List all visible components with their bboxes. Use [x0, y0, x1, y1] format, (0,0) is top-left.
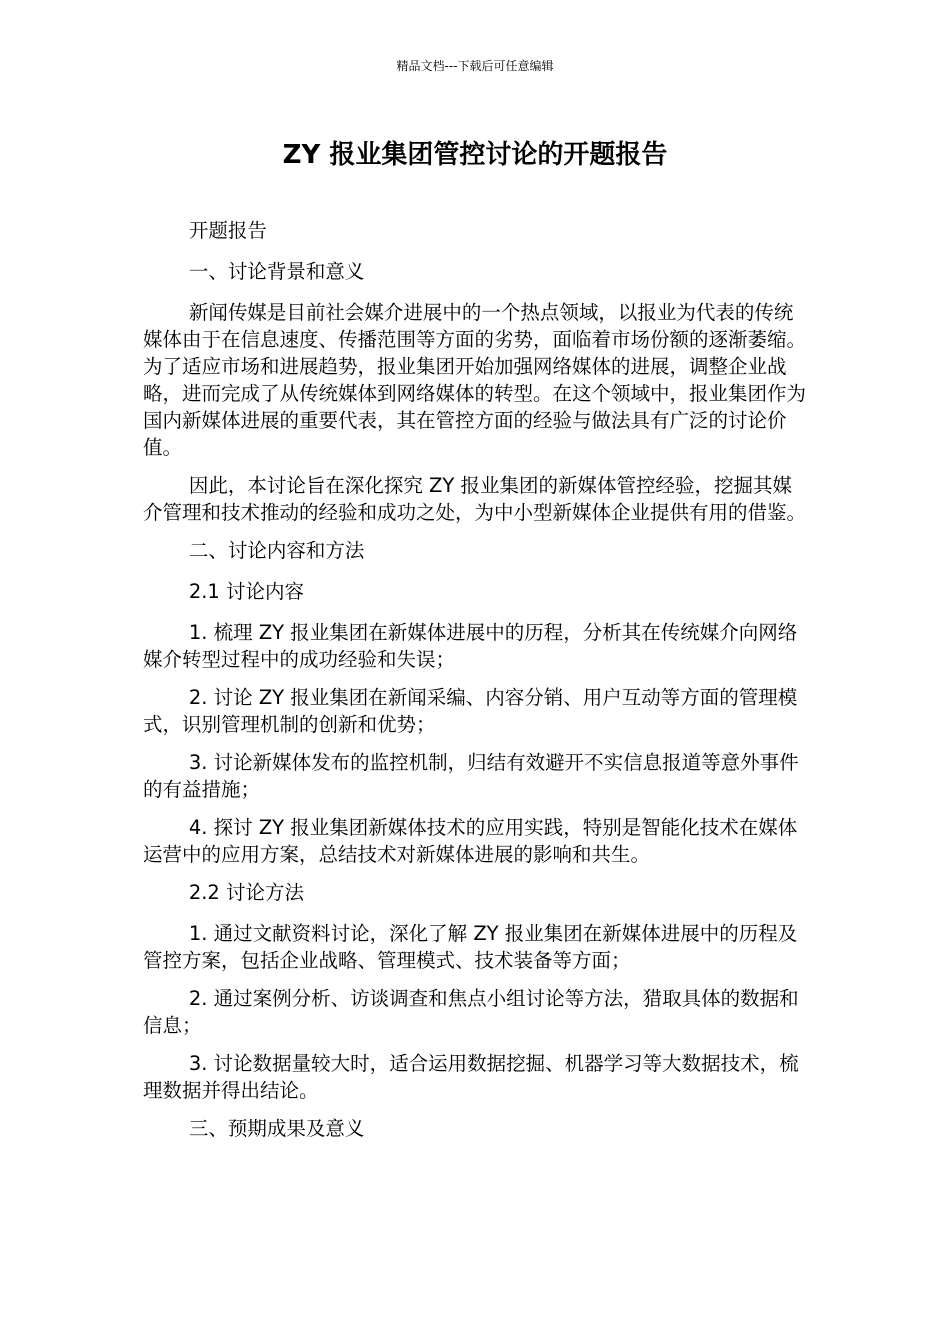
list-item: 3. 讨论新媒体发布的监控机制，归结有效避开不实信息报道等意外事件的有益措施； — [143, 751, 799, 801]
document-body — [143, 217, 808, 1156]
section-heading: 三、预期成果及意义 — [188, 1117, 365, 1140]
body-paragraph: 新闻传媒是目前社会媒介进展中的一个热点领域，以报业为代表的传统媒体由于在信息速度、传播范围等方面的劣势，面临着市场份额的逐渐萎缩。为了适应市场和进展趋势，报业集团开始加强网络媒体的进展，调整企业战略，进而完成了从传统媒体到网络媒体的转型。在这个领域中，报业集团作为国内新媒体进展的重要代表，其在管控方面的经验与做法具有广泛的讨论价值。 — [143, 301, 807, 459]
section-label: 开题报告 — [188, 219, 267, 242]
section-heading: 一、讨论背景和意义 — [188, 260, 365, 283]
list-item: 1. 梳理 ZY 报业集团在新媒体进展中的历程，分析其在传统媒介向网络媒介转型过程中的成功经验和失误； — [143, 621, 798, 671]
list-item: 2. 讨论 ZY 报业集团在新闻采编、内容分销、用户互动等方面的管理模式，识别管理机制的创新和优势； — [143, 686, 798, 736]
list-item: 2. 通过案例分析、访谈调查和焦点小组讨论等方法，猎取具体的数据和信息； — [143, 987, 799, 1037]
body-paragraph: 因此，本讨论旨在深化探究 ZY 报业集团的新媒体管控经验，挖掘其媒介管理和技术推动的经验和成功之处，为中小型新媒体企业提供有用的借鉴。 — [143, 474, 807, 524]
section-heading: 二、讨论内容和方法 — [188, 539, 365, 562]
subsection-heading: 2.2 讨论方法 — [188, 881, 305, 904]
document-title: ZY 报业集团管控讨论的开题报告 — [282, 140, 668, 170]
subsection-heading: 2.1 讨论内容 — [188, 580, 305, 603]
list-item: 1. 通过文献资料讨论，深化了解 ZY 报业集团在新媒体进展中的历程及管控方案，包括企业战略、管理模式、技术装备等方面； — [143, 922, 798, 972]
header-note: 精品文档---下载后可任意编辑 — [396, 59, 554, 73]
list-item: 4. 探讨 ZY 报业集团新媒体技术的应用实践，特别是智能化技术在媒体运营中的应用方案，总结技术对新媒体进展的影响和共生。 — [143, 816, 798, 866]
list-item: 3. 讨论数据量较大时，适合运用数据挖掘、机器学习等大数据技术，梳理数据并得出结论。 — [143, 1052, 799, 1102]
